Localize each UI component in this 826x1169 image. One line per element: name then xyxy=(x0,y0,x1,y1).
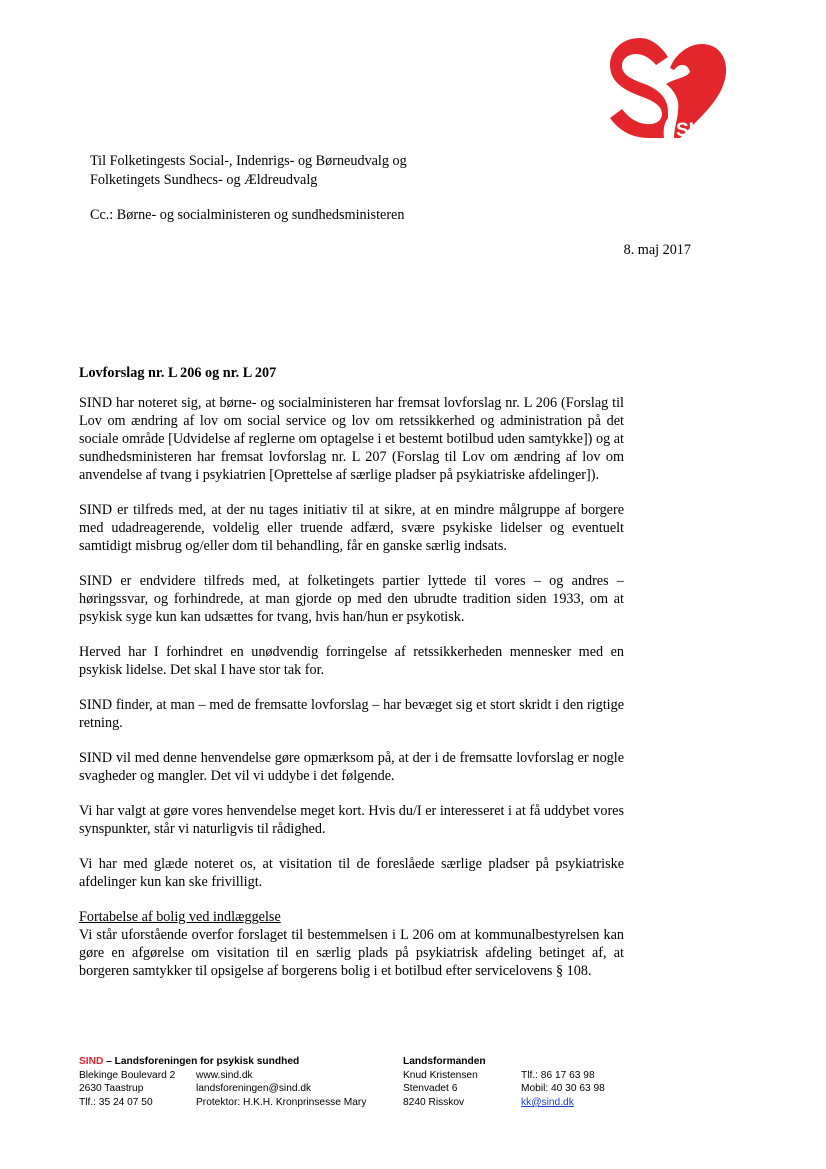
paragraph: SIND finder, at man – med de fremsatte lovforslag – har bevæget sig et stort skridt i den rigtige retning. xyxy=(79,697,624,731)
footer-email-link[interactable]: landsforeningen@sind.dk xyxy=(196,1083,312,1095)
paragraph: Vi har med glæde noteret os, at visitation til de foreslåede særlige pladser på psykiatriske afdelinger kun kan ske frivilligt. xyxy=(79,856,624,890)
footer-org-heading xyxy=(79,1055,299,1069)
paragraph: SIND er tilfreds med, at der nu tages initiativ til at sikre, at en mindre målgruppe af borgere med udadreagerende, voldelig eller truende adfærd, svære psykiske lidelser og eventuelt samtidigt misbrug og/eller dom til behandling, får en ganske særlig indsats. xyxy=(79,502,624,554)
cc-line: Cc.: Børne- og socialministeren og sundhedsministeren xyxy=(90,207,405,223)
logo-text: SIND xyxy=(676,120,722,138)
paragraph: SIND vil med denne henvendelse gøre opmærksom på, at der i de fremsatte lovforslag er nogle svagheder og mangler. Det vil vi uddybe i det følgende. xyxy=(79,750,624,784)
recipient-line-2: Folketingets Sundhecs- og Ældreudvalg xyxy=(90,172,318,188)
footer-phone: Tlf.: 35 24 07 50 xyxy=(79,1096,153,1108)
paragraph: Vi har valgt at gøre vores henvendelse meget kort. Hvis du/I er interesseret i at få uddybet vores synspunkter, står vi naturligvis til rådighed. xyxy=(79,803,624,837)
footer-org-tagline: – Landsforeningen for psykisk sundhed xyxy=(103,1056,300,1067)
footer-contact-column xyxy=(196,1069,366,1110)
footer-chair-mobile: Mobil: 40 30 63 98 xyxy=(521,1083,605,1095)
paragraph: SIND er endvidere tilfreds med, at folketingets partier lyttede til vores – og andres – høringssvar, og forhindrede, at man gjorde op med den ubrudte tradition siden 1933, om at psykisk syge kun kan udsættes for tvang, hvis han/hun er psykotisk. xyxy=(79,573,624,625)
letter-date: 8. maj 2017 xyxy=(623,242,691,258)
footer-org-name: SIND xyxy=(79,1056,104,1067)
recipient-line-1: Til Folketingests Social-, Indenrigs- og Børneudvalg og xyxy=(90,153,407,169)
footer-chair-name: Knud Kristensen xyxy=(403,1069,478,1081)
footer-chair-street: Stenvadet 6 xyxy=(403,1083,458,1095)
letter-body xyxy=(79,364,624,997)
footer-chair-email-link[interactable]: kk@sind.dk xyxy=(521,1096,574,1108)
paragraph: Vi står uforstående overfor forslaget til bestemmelsen i L 206 om at kommunalbestyrelsen kan gøre en afgørelse om visitation til en særlig plads på psykiatrisk afdeling betinget af, at borgeren samtykker til opsigelse af borgerens bolig i et botilbud efter servicelovens § 108. xyxy=(79,927,624,979)
footer-chair-contact-column xyxy=(521,1069,605,1110)
footer-address-1: Blekinge Boulevard 2 xyxy=(79,1069,176,1081)
recipient-block xyxy=(90,152,407,190)
footer-chair-city: 8240 Risskov xyxy=(403,1096,465,1108)
footer-chair-column xyxy=(403,1055,486,1109)
footer-web-link[interactable]: www.sind.dk xyxy=(196,1069,253,1081)
section-heading: Fortabelse af bolig ved indlæggelse xyxy=(79,909,281,925)
paragraph: SIND har noteret sig, at børne- og socialministeren har fremsat lovforslag nr. L 206 (Forslag til Lov om ændring af lov om social service og lov om retssikkerhed og administration på det sociale område [Udvidelse af reglerne om optagelse i et bestemt botilbud uden samtykke]) og at sundhedsministeren har fremsat lovforslag nr. L 207 (Forslag til Lov om ændring af lov om anvendelse af tvang i psykiatrien [Oprettelse af særlige pladser på psykiatriske afdelinger]). xyxy=(79,395,624,483)
footer-chair-title: Landsformanden xyxy=(403,1056,486,1067)
footer-patron: Protektor: H.K.H. Kronprinsesse Mary xyxy=(196,1096,367,1108)
sind-logo xyxy=(608,38,730,138)
footer-address-2: 2630 Taastrup xyxy=(79,1083,144,1095)
heart-s-logo-icon xyxy=(608,38,730,138)
letter-title: Lovforslag nr. L 206 og nr. L 207 xyxy=(79,365,277,381)
paragraph: Herved har I forhindret en unødvendig forringelse af retssikkerheden mennesker med en psykisk lidelse. Det skal I have stor tak for. xyxy=(79,644,624,678)
footer-chair-phone: Tlf.: 86 17 63 98 xyxy=(521,1069,595,1081)
